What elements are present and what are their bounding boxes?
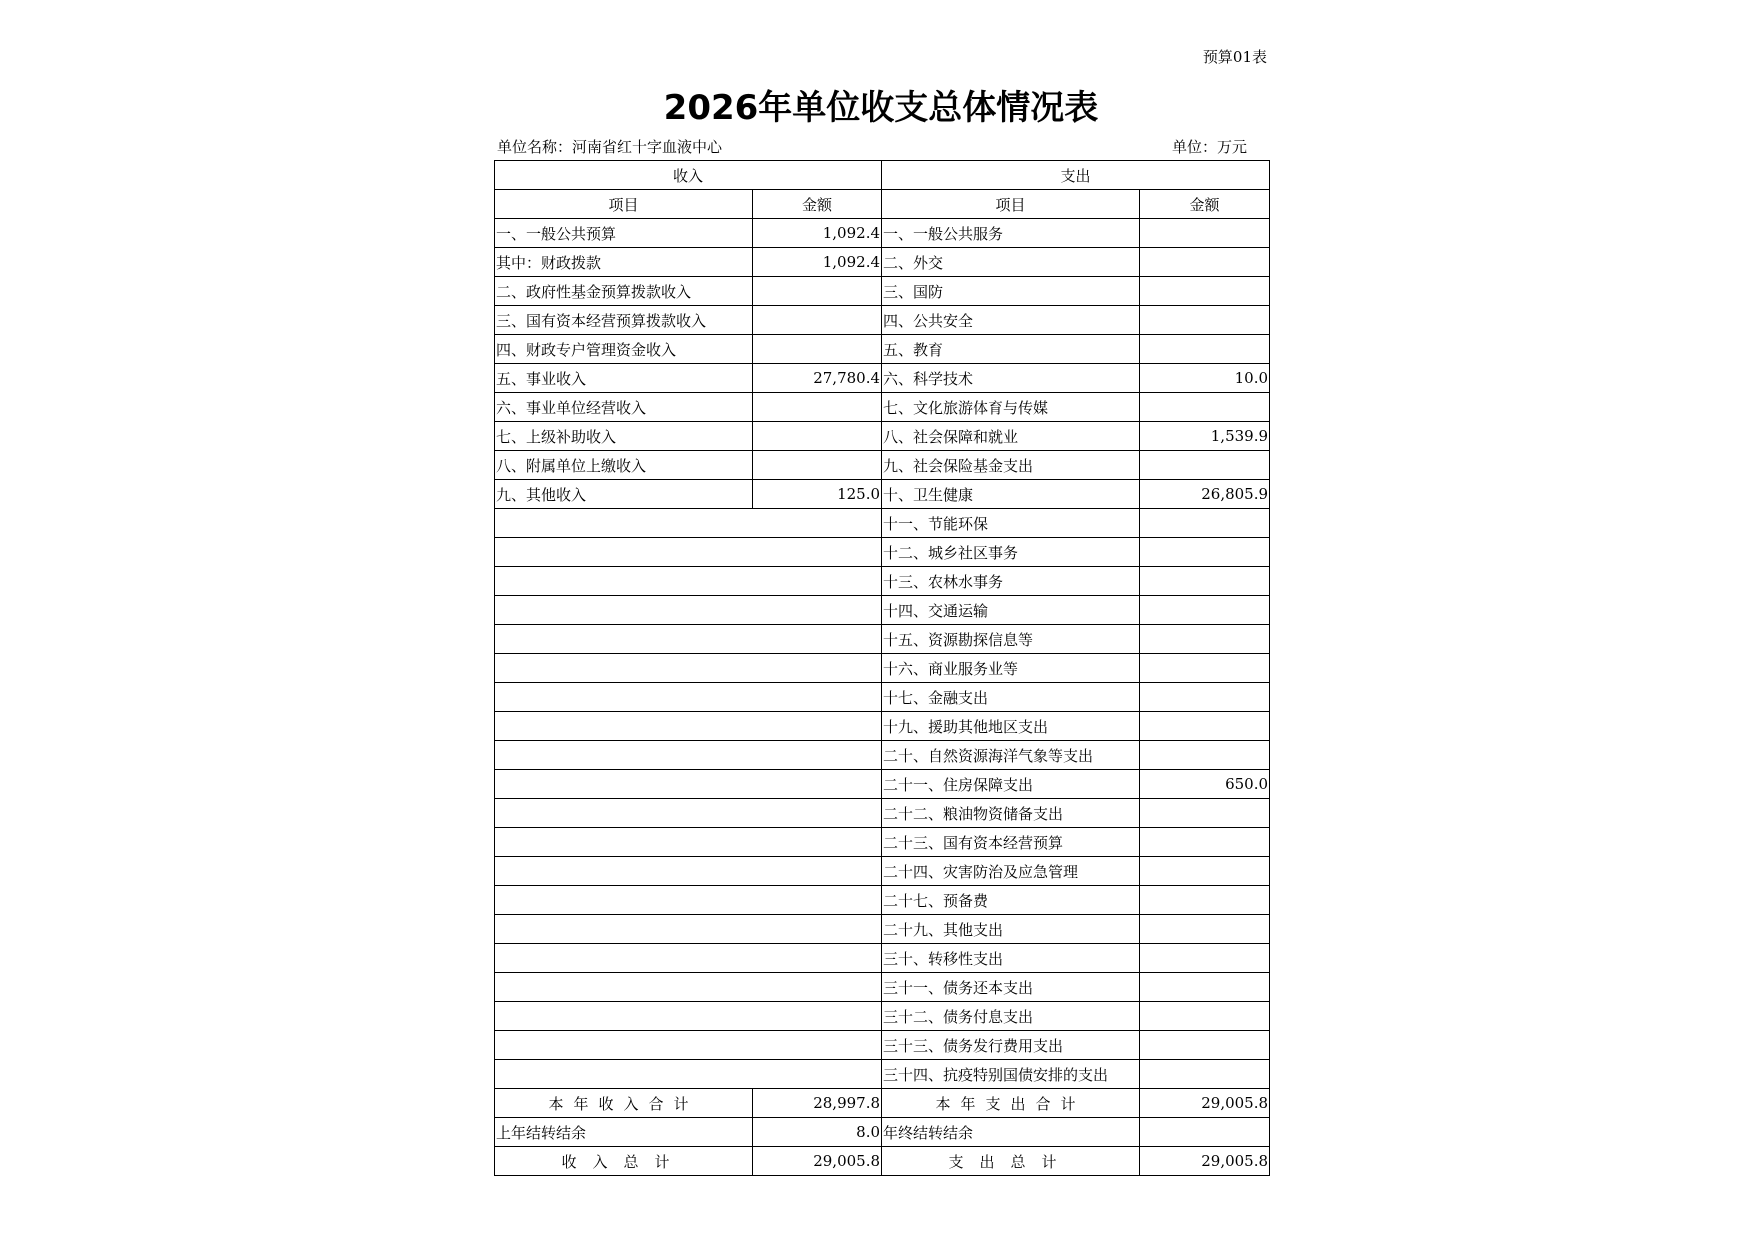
income-item: 七、上级补助收入	[495, 422, 753, 451]
year-income-label: 本年收入合计	[495, 1089, 753, 1118]
table-row	[495, 277, 1270, 306]
table-row	[495, 799, 1270, 828]
expense-amount: 1,539.9	[1140, 422, 1270, 451]
income-item: 五、事业收入	[495, 364, 753, 393]
expense-item: 十四、交通运输	[882, 596, 1140, 625]
table-row	[495, 335, 1270, 364]
table-row	[495, 857, 1270, 886]
expense-amount	[1140, 944, 1270, 973]
expense-amount	[1140, 886, 1270, 915]
income-amount: 125.0	[753, 480, 882, 509]
expense-amount	[1140, 799, 1270, 828]
expense-item: 二十三、国有资本经营预算	[882, 828, 1140, 857]
expense-amount	[1140, 567, 1270, 596]
expense-item: 三十四、抗疫特别国债安排的支出	[882, 1060, 1140, 1089]
income-item: 九、其他收入	[495, 480, 753, 509]
table-row	[495, 219, 1270, 248]
expense-amount	[1140, 509, 1270, 538]
expense-amount: 10.0	[1140, 364, 1270, 393]
carry-row	[495, 1118, 1270, 1147]
table-row	[495, 654, 1270, 683]
table-row	[495, 1060, 1270, 1089]
income-empty-cell	[495, 509, 882, 538]
table-row	[495, 306, 1270, 335]
expense-header: 支出	[882, 161, 1270, 190]
expense-amount	[1140, 248, 1270, 277]
expense-total-amount: 29,005.8	[1140, 1147, 1270, 1176]
table-row	[495, 973, 1270, 1002]
income-amount-header: 金额	[753, 190, 882, 219]
income-item-header: 项目	[495, 190, 753, 219]
table-row	[495, 567, 1270, 596]
form-number: 预算01表	[1202, 48, 1267, 66]
income-header: 收入	[495, 161, 882, 190]
expense-item: 一、一般公共服务	[882, 219, 1140, 248]
expense-amount: 650.0	[1140, 770, 1270, 799]
expense-item: 十二、城乡社区事务	[882, 538, 1140, 567]
budget-table	[494, 160, 1270, 1176]
table-row	[495, 828, 1270, 857]
table-row	[495, 712, 1270, 741]
table-row	[495, 364, 1270, 393]
income-empty-cell	[495, 683, 882, 712]
expense-item: 八、社会保障和就业	[882, 422, 1140, 451]
expense-item: 三、国防	[882, 277, 1140, 306]
income-empty-cell	[495, 857, 882, 886]
expense-item: 二十、自然资源海洋气象等支出	[882, 741, 1140, 770]
table-row	[495, 596, 1270, 625]
income-empty-cell	[495, 886, 882, 915]
expense-amount	[1140, 915, 1270, 944]
unit-name: 单位名称：河南省红十字血液中心	[497, 138, 723, 156]
table-row	[495, 1002, 1270, 1031]
expense-item: 十六、商业服务业等	[882, 654, 1140, 683]
expense-item: 三十二、债务付息支出	[882, 1002, 1140, 1031]
income-item: 二、政府性基金预算拨款收入	[495, 277, 753, 306]
income-item: 八、附属单位上缴收入	[495, 451, 753, 480]
income-empty-cell	[495, 567, 882, 596]
expense-amount	[1140, 538, 1270, 567]
expense-item: 十五、资源勘探信息等	[882, 625, 1140, 654]
expense-item: 三十、转移性支出	[882, 944, 1140, 973]
expense-item: 九、社会保险基金支出	[882, 451, 1140, 480]
table-row	[495, 625, 1270, 654]
income-empty-cell	[495, 741, 882, 770]
expense-item: 十一、节能环保	[882, 509, 1140, 538]
table-row	[495, 1031, 1270, 1060]
expense-total-label: 支出总计	[882, 1147, 1140, 1176]
carry-in-label: 上年结转结余	[495, 1118, 753, 1147]
income-empty-cell	[495, 625, 882, 654]
income-empty-cell	[495, 944, 882, 973]
income-empty-cell	[495, 770, 882, 799]
expense-amount	[1140, 335, 1270, 364]
income-item: 四、财政专户管理资金收入	[495, 335, 753, 364]
expense-item: 十、卫生健康	[882, 480, 1140, 509]
table-row	[495, 480, 1270, 509]
income-amount	[753, 335, 882, 364]
income-amount: 1,092.4	[753, 248, 882, 277]
expense-amount	[1140, 306, 1270, 335]
income-empty-cell	[495, 1031, 882, 1060]
year-expense-label: 本年支出合计	[882, 1089, 1140, 1118]
expense-amount	[1140, 741, 1270, 770]
expense-amount	[1140, 219, 1270, 248]
income-item: 一、一般公共预算	[495, 219, 753, 248]
expense-item: 二十七、预备费	[882, 886, 1140, 915]
carry-in-amount: 8.0	[753, 1118, 882, 1147]
grand-total-row	[495, 1147, 1270, 1176]
expense-item: 七、文化旅游体育与传媒	[882, 393, 1140, 422]
expense-amount	[1140, 654, 1270, 683]
expense-item: 三十三、债务发行费用支出	[882, 1031, 1140, 1060]
expense-item: 十九、援助其他地区支出	[882, 712, 1140, 741]
expense-amount	[1140, 712, 1270, 741]
carry-out-label: 年终结转结余	[882, 1118, 1140, 1147]
table-row	[495, 741, 1270, 770]
income-empty-cell	[495, 538, 882, 567]
income-total-label: 收入总计	[495, 1147, 753, 1176]
income-empty-cell	[495, 654, 882, 683]
income-empty-cell	[495, 973, 882, 1002]
income-amount: 27,780.4	[753, 364, 882, 393]
year-income-amount: 28,997.8	[753, 1089, 882, 1118]
income-amount	[753, 393, 882, 422]
table-row	[495, 538, 1270, 567]
table-row	[495, 944, 1270, 973]
subheader-row	[495, 190, 1270, 219]
table-row	[495, 683, 1270, 712]
expense-item: 二十一、住房保障支出	[882, 770, 1140, 799]
expense-item: 二、外交	[882, 248, 1140, 277]
income-item: 六、事业单位经营收入	[495, 393, 753, 422]
expense-item: 五、教育	[882, 335, 1140, 364]
income-empty-cell	[495, 1002, 882, 1031]
income-amount	[753, 451, 882, 480]
income-empty-cell	[495, 596, 882, 625]
expense-item: 二十九、其他支出	[882, 915, 1140, 944]
expense-amount: 26,805.9	[1140, 480, 1270, 509]
table-row	[495, 915, 1270, 944]
income-item: 三、国有资本经营预算拨款收入	[495, 306, 753, 335]
table-row	[495, 422, 1270, 451]
expense-amount	[1140, 1060, 1270, 1089]
income-empty-cell	[495, 799, 882, 828]
income-amount	[753, 306, 882, 335]
expense-amount	[1140, 1002, 1270, 1031]
income-total-amount: 29,005.8	[753, 1147, 882, 1176]
income-amount: 1,092.4	[753, 219, 882, 248]
expense-item: 三十一、债务还本支出	[882, 973, 1140, 1002]
expense-amount	[1140, 828, 1270, 857]
expense-amount	[1140, 857, 1270, 886]
income-amount	[753, 422, 882, 451]
page-title: 2026年单位收支总体情况表	[663, 88, 1099, 128]
expense-item: 二十二、粮油物资储备支出	[882, 799, 1140, 828]
income-empty-cell	[495, 1060, 882, 1089]
table-row	[495, 393, 1270, 422]
expense-amount	[1140, 451, 1270, 480]
expense-amount	[1140, 1031, 1270, 1060]
table-row	[495, 886, 1270, 915]
expense-amount	[1140, 277, 1270, 306]
expense-amount	[1140, 973, 1270, 1002]
expense-item: 十七、金融支出	[882, 683, 1140, 712]
income-amount	[753, 277, 882, 306]
expense-amount-header: 金额	[1140, 190, 1270, 219]
table-row	[495, 248, 1270, 277]
year-total-row	[495, 1089, 1270, 1118]
income-empty-cell	[495, 828, 882, 857]
income-empty-cell	[495, 712, 882, 741]
expense-item: 六、科学技术	[882, 364, 1140, 393]
expense-item: 二十四、灾害防治及应急管理	[882, 857, 1140, 886]
expense-item: 四、公共安全	[882, 306, 1140, 335]
header-row	[495, 161, 1270, 190]
table-row	[495, 770, 1270, 799]
table-row	[495, 509, 1270, 538]
table-row	[495, 451, 1270, 480]
year-expense-amount: 29,005.8	[1140, 1089, 1270, 1118]
expense-item-header: 项目	[882, 190, 1140, 219]
expense-amount	[1140, 393, 1270, 422]
carry-out-amount	[1140, 1118, 1270, 1147]
income-item: 其中：财政拨款	[495, 248, 753, 277]
expense-amount	[1140, 596, 1270, 625]
expense-amount	[1140, 625, 1270, 654]
expense-amount	[1140, 683, 1270, 712]
currency-unit: 单位：万元	[1171, 138, 1247, 156]
income-empty-cell	[495, 915, 882, 944]
expense-item: 十三、农林水事务	[882, 567, 1140, 596]
